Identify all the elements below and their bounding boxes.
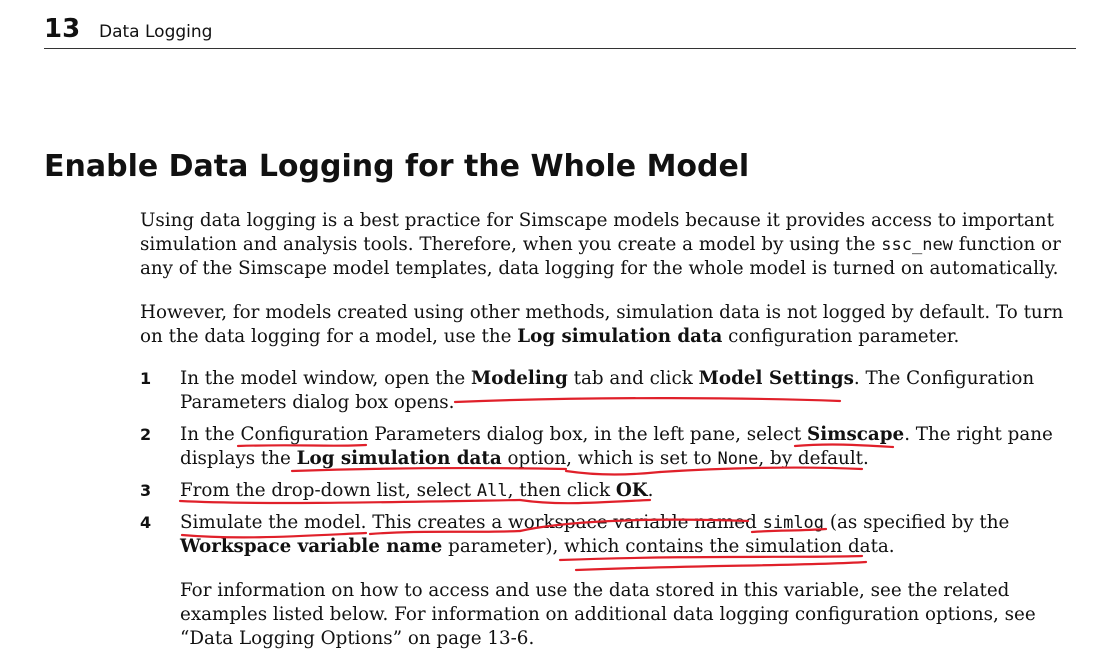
text-run: However, for models created using other methods, simulation data is not logged by default. To turn on the data logging for a model, use the bbox=[140, 302, 1064, 347]
second-paragraph bbox=[140, 301, 1075, 349]
step-text bbox=[180, 367, 1075, 415]
text-run: From the drop-down list, select bbox=[180, 480, 477, 501]
step-number: 1 bbox=[140, 369, 152, 388]
text-run: tab and click bbox=[567, 368, 699, 389]
step-text bbox=[180, 423, 1075, 471]
closing-paragraph: For information on how to access and use the data stored in this variable, see the related examples listed below. For information on additional data logging configuration options, see “Data Logging Options” on page 13-6. bbox=[180, 580, 1036, 649]
text-run: Using data logging is a best practice for Simscape models because it provides access to important simulation and analysis tools. Therefore, when you create a model by using the bbox=[140, 210, 1054, 255]
text-run: option, which is set to bbox=[501, 448, 718, 469]
bold-term: Log simulation data bbox=[296, 448, 502, 469]
text-run: . The right pane displays the bbox=[180, 424, 1053, 469]
text-run: function or any of the Simscape model templates, data logging for the whole model is turned on automatically. bbox=[140, 234, 1061, 279]
bold-term: Model Settings bbox=[698, 368, 854, 389]
bold-term: Log simulation data bbox=[517, 326, 723, 347]
text-run: parameter), which contains the simulation data. bbox=[442, 536, 895, 557]
inline-code: ssc_new bbox=[881, 235, 953, 255]
step-text bbox=[180, 479, 1075, 503]
chapter-title: Data Logging bbox=[99, 22, 213, 42]
inline-code: None bbox=[717, 449, 759, 469]
intro-paragraph bbox=[140, 209, 1075, 281]
step-number: 3 bbox=[140, 481, 152, 500]
inline-code: simlog bbox=[762, 513, 825, 533]
bold-term: Workspace variable name bbox=[180, 536, 443, 557]
step-text bbox=[180, 511, 1075, 559]
page-header bbox=[44, 14, 1076, 49]
bold-term: Simscape bbox=[807, 424, 905, 445]
chapter-number: 13 bbox=[44, 14, 81, 44]
text-run: . The Configuration Parameters dialog box opens. bbox=[180, 368, 1035, 413]
text-run: configuration parameter. bbox=[722, 326, 960, 347]
inline-code: All bbox=[476, 481, 508, 501]
step-number: 2 bbox=[140, 425, 152, 444]
text-run: In the Configuration Parameters dialog box, in the left pane, select bbox=[180, 424, 807, 445]
text-run: . bbox=[647, 480, 654, 501]
text-run: Simulate the model. This creates a workspace variable named bbox=[180, 512, 763, 533]
text-run: , then click bbox=[507, 480, 616, 501]
underline-mark bbox=[576, 562, 866, 570]
bold-term: OK bbox=[615, 480, 648, 501]
section-title: Enable Data Logging for the Whole Model bbox=[44, 149, 750, 184]
step-number: 4 bbox=[140, 513, 152, 532]
bold-term: Modeling bbox=[471, 368, 568, 389]
underline-mark bbox=[566, 471, 660, 475]
text-run: , by default. bbox=[758, 448, 869, 469]
text-run: In the model window, open the bbox=[180, 368, 472, 389]
text-run: (as specified by the bbox=[824, 512, 1010, 533]
